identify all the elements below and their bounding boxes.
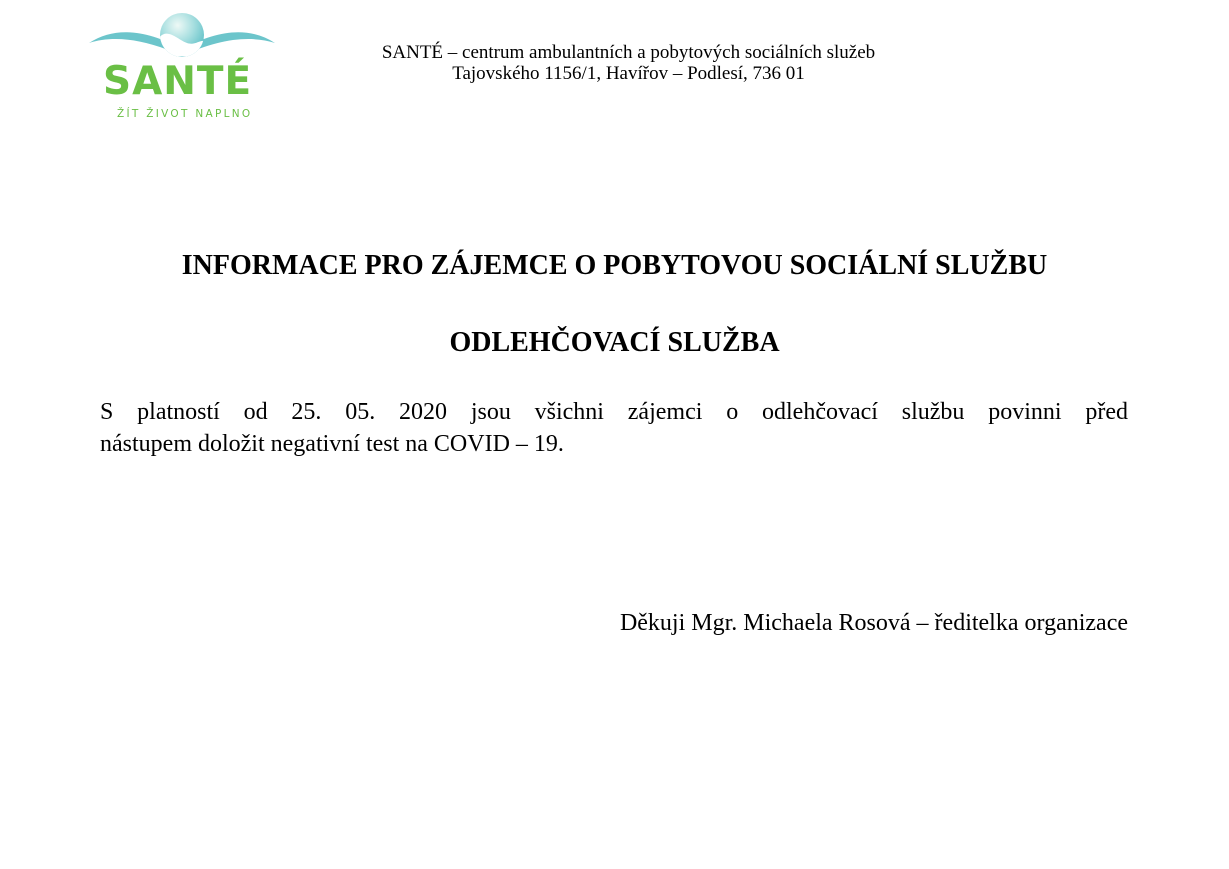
org-header-line2: Tajovského 1156/1, Havířov – Podlesí, 736 01 <box>452 63 805 84</box>
body-line2: nástupem doložit negativní test na COVID – 19. <box>100 430 564 457</box>
logo-tagline: ŽÍT ŽIVOT NAPLNO <box>117 108 253 120</box>
logo-brand-text: SANTÉ <box>103 59 253 104</box>
org-header <box>28 42 1229 84</box>
signature-line: Děkuji Mgr. Michaela Rosová – ředitelka organizace <box>619 610 1128 636</box>
org-header-line1: SANTÉ – centrum ambulantních a pobytových sociálních služeb <box>381 42 876 63</box>
document-subtitle: ODLEHČOVACÍ SLUŽBA <box>449 327 780 358</box>
body-paragraph <box>100 397 1128 460</box>
document-title: INFORMACE PRO ZÁJEMCE O POBYTOVOU SOCIÁLNÍ SLUŽBU <box>181 250 1048 281</box>
body-line1: S platností od 25. 05. 2020 jsou všichni zájemci o odlehčovací službu povinni před <box>100 399 1128 425</box>
